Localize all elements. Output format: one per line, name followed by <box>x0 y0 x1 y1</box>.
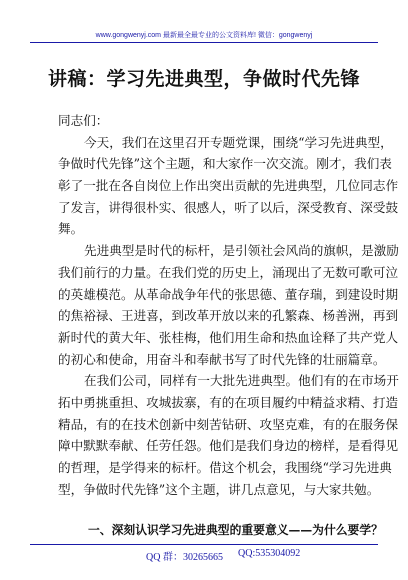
footer-rule <box>30 544 378 545</box>
header-rule <box>30 42 378 43</box>
paragraph-line: 的哲理，是学得来的标杆。借这个机会，我围绕“学习先进典 <box>58 460 392 475</box>
paragraph-3 <box>58 370 399 500</box>
paragraph-line: 我们前行的力量。在我们党的历史上，涌现出了无数可歌可泣 <box>58 264 399 280</box>
paragraph-line: 精品，有的在技术创新中刻苦钻研、攻坚克难，有的在服务保 <box>58 416 399 432</box>
paragraph-line: 彰了一批在各自岗位上作出突出贡献的先进典型，几位同志作 <box>58 178 399 194</box>
paragraph-line: 在我们公司，同样有一大批先进典型。他们有的在市场开 <box>84 373 399 389</box>
paragraph-line: 的英雄模范。从革命战争年代的张思德、董存瑞，到建设时期 <box>58 286 399 302</box>
paragraph-line: 新时代的黄大年、张桂梅，他们用生命和热血诠释了共产党人 <box>58 329 399 345</box>
paragraph-line: 的初心和使命，用奋斗和奉献书写了时代先锋的壮丽篇章。 <box>58 351 386 367</box>
paragraph-line: 拓中勇挑重担、攻城拔寨，有的在项目履约中精益求精、打造 <box>58 394 399 410</box>
header-text: www.gongwenyj.com 最新最全最专业的公文资料库! 微信：gongwenyj <box>95 32 313 39</box>
document-body <box>58 110 399 500</box>
section-heading: 一、深刻认识学习先进典型的重要意义——为什么要学？ <box>88 523 383 537</box>
salutation: 同志们： <box>58 113 109 128</box>
paragraph-2 <box>58 240 399 370</box>
footer-qq-group: QQ 群：30265665 <box>146 552 223 563</box>
footer-qq-number: QQ:535304092 <box>238 548 301 559</box>
page-header <box>0 30 408 40</box>
document-title: 讲稿：学习先进典型，争做时代先锋 <box>47 68 360 90</box>
paragraph-line: 型，争做时代先锋”这个主题，讲几点意见，与大家共勉。 <box>58 481 380 497</box>
paragraph-line: 先进典型是时代的标杆，是引领社会风尚的旗帜，是激励 <box>84 243 399 259</box>
paragraph-line: 障中默默奉献、任劳任怨。他们是我们身边的榜样，是看得见 <box>58 438 399 454</box>
paragraph-line: 了发言，讲得很朴实、很感人，听了以后，深受教育、深受鼓 <box>58 199 399 215</box>
paragraph-line: 争做时代先锋”这个主题，和大家作一次交流。刚才，我们表 <box>58 156 392 172</box>
paragraph-line: 的焦裕禄、王进喜，到改革开放以来的孔繁森、杨善洲，再到 <box>58 308 399 324</box>
paragraph-line: 舞。 <box>58 221 84 237</box>
paragraph-1 <box>58 132 399 240</box>
paragraph-line: 今天，我们在这里召开专题党课，围绕“学习先进典型， <box>84 134 393 150</box>
